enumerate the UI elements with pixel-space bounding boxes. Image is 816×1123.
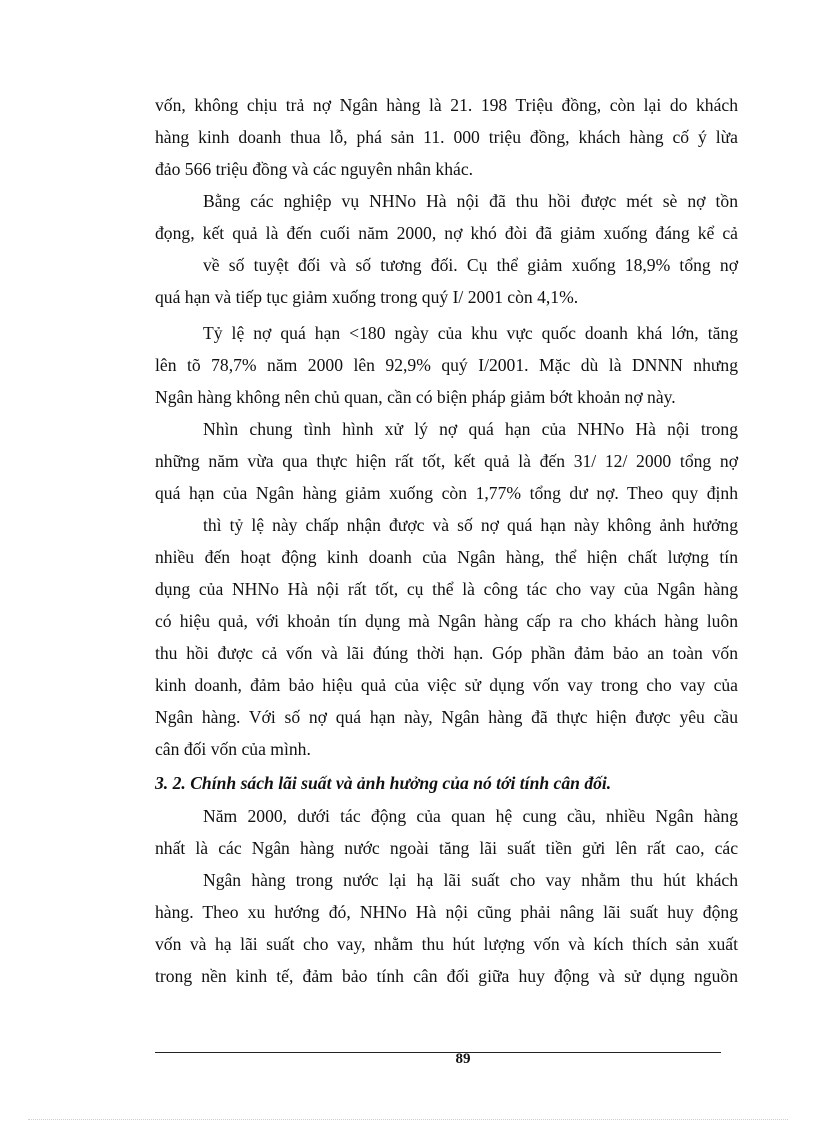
text-line: cân đối vốn của mình.	[155, 739, 311, 759]
text-line: vốn và hạ lãi suất cho vay, nhằm thu hút lượng vốn và kích thích sản xuất	[155, 934, 738, 954]
text-line: Ngân hàng trong nước lại hạ lãi suất cho vay nhằm thu hút khách	[203, 870, 738, 890]
text-line: đảo 566 triệu đồng và các nguyên nhân khác.	[155, 159, 474, 179]
text-line: về số tuyệt đối và số tương đối. Cụ thể giảm xuống 18,9% tổng nợ	[203, 255, 738, 275]
text-line: hàng. Theo xu hướng đó, NHNo Hà nội cũng phải nâng lãi suất huy động	[155, 902, 738, 922]
text-line: quá hạn và tiếp tục giảm xuống trong quý I/ 2001 còn 4,1%.	[155, 287, 579, 307]
text-line: hàng kinh doanh thua lỗ, phá sản 11. 000 triệu đồng, khách hàng cố ý lừa	[155, 127, 738, 147]
text-line: trong nền kinh tế, đảm bảo tính cân đối giữa huy động và sử dụng nguồn	[155, 966, 738, 986]
text-line: thì tỷ lệ này chấp nhận được và số nợ quá hạn này không ảnh hưởng	[203, 515, 738, 535]
page-number: 89	[455, 1051, 471, 1067]
page-bottom-edge	[28, 1119, 788, 1120]
text-line: lên tõ 78,7% năm 2000 lên 92,9% quý I/2001. Mặc dù là DNNN nhưng	[155, 355, 738, 375]
section-heading: 3. 2. Chính sách lãi suất và ảnh hưởng của nó tới tính cân đối.	[155, 773, 612, 793]
text-line: kinh doanh, đảm bảo hiệu quả của việc sử dụng vốn vay trong cho vay của	[155, 675, 738, 695]
text-line: dụng của NHNo Hà nội rất tốt, cụ thể là công tác cho vay của Ngân hàng	[155, 579, 738, 599]
text-line: quá hạn của Ngân hàng giảm xuống còn 1,77% tổng dư nợ. Theo quy định	[155, 483, 738, 503]
text-line: nhiều đến hoạt động kinh doanh của Ngân hàng, thể hiện chất lượng tín	[155, 547, 738, 567]
text-line: nhất là các Ngân hàng nước ngoài tăng lãi suất tiền gửi lên rất cao, các	[155, 838, 738, 858]
text-line: Nhìn chung tình hình xử lý nợ quá hạn của NHNo Hà nội trong	[203, 419, 738, 439]
text-line: thu hồi được cả vốn và lãi đúng thời hạn. Góp phần đảm bảo an toàn vốn	[155, 643, 738, 663]
text-line: Năm 2000, dưới tác động của quan hệ cung cầu, nhiều Ngân hàng	[203, 806, 738, 826]
text-line: những năm vừa qua thực hiện rất tốt, kết quả là đến 31/ 12/ 2000 tổng nợ	[155, 451, 738, 471]
text-line: có hiệu quả, với khoản tín dụng mà Ngân hàng cấp ra cho khách hàng luôn	[155, 611, 738, 631]
text-line: đọng, kết quả là đến cuối năm 2000, nợ khó đòi đã giảm xuống đáng kể cả	[155, 223, 738, 243]
text-line: Bằng các nghiệp vụ NHNo Hà nội đã thu hồi được mét sè nợ tồn	[203, 191, 738, 211]
text-line: vốn, không chịu trả nợ Ngân hàng là 21. 198 Triệu đồng, còn lại do khách	[155, 95, 738, 115]
text-line: Ngân hàng không nên chủ quan, cần có biện pháp giảm bớt khoản nợ này.	[155, 387, 676, 407]
text-line: Tỷ lệ nợ quá hạn <180 ngày của khu vực quốc doanh khá lớn, tăng	[203, 323, 738, 343]
text-line: Ngân hàng. Với số nợ quá hạn này, Ngân hàng đã thực hiện được yêu cầu	[155, 707, 738, 727]
